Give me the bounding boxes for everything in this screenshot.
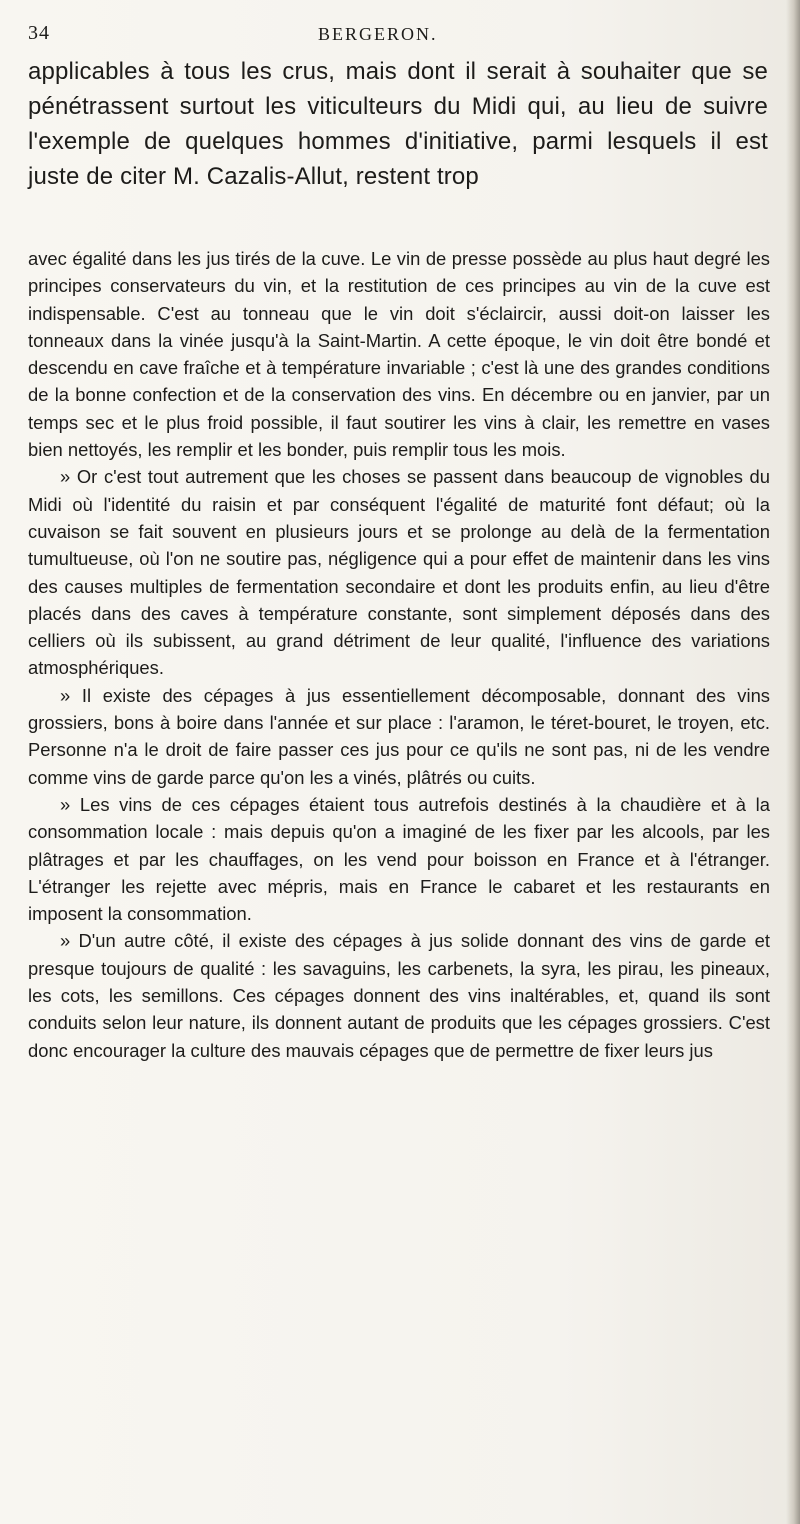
page-edge-shadow (786, 0, 800, 1524)
running-head: BERGERON. (318, 24, 438, 44)
page-number: 34 (28, 22, 50, 44)
paragraph-5: » D'un autre côté, il existe des cépages à jus solide donnant des vins de garde et presque toujours de qualité : les savaguins, les carbenets, la syra, les pirau, les pineaux, les cots, les semillons. Ces cépages donnent des vins inaltérables, et, quand ils sont conduits selon leur nature, ils donnent autant de produits que les cépages grossiers. C'est donc encourager la culture des mauvais cépages que de permettre de fixer leurs jus (28, 930, 770, 1061)
paragraph-3: » Il existe des cépages à jus essentiellement décomposable, donnant des vins grossiers, bons à boire dans l'année et sur place : l'aramon, le téret-bouret, le troyen, etc. Personne n'a le droit de faire passer ces jus pour ce qu'ils ne sont pas, ni de les vendre comme vins de garde parce qu'on les a vinés, plâtrés ou cuits. (28, 684, 770, 788)
paragraph-1: avec égalité dans les jus tirés de la cuve. Le vin de presse possède au plus haut degré les principes conservateurs du vin, et la restitution de ces principes au vin de la cuve est indispensable. C'est au tonneau que le vin doit s'éclaircir, aussi doit-on laisser les tonneaux dans la vinée jusqu'à la Saint-Martin. A cette époque, le vin doit être bondé et descendu en cave fraîche et à température invariable ; c'est là une des grandes conditions de la bonne confection et de la conservation des vins. En décembre ou en janvier, par un temps sec et le plus froid possible, il faut soutirer les vins à clair, les remettre en vases bien nettoyés, les remplir et les bonder, puis remplir tous les mois. (28, 248, 770, 461)
main-text (28, 245, 770, 1064)
paragraph-4: » Les vins de ces cépages étaient tous autrefois destinés à la chaudière et à la consommation locale : mais depuis qu'on a imaginé de les fixer par les alcools, par les plâtrages et par les chauffages, on les vend pour boisson en France et à l'étranger. L'étranger les rejette avec mépris, mais en France le cabaret et les restaurants en imposent la consommation. (28, 793, 770, 925)
page-header (28, 22, 748, 56)
lead-paragraph: applicables à tous les crus, mais dont il serait à souhaiter que se pénétrassent surtout les viticulteurs du Midi qui, au lieu de suivre l'exemple de quelques hommes d'initiative, parmi lesquels il est juste de citer M. Cazalis-Allut, restent trop (28, 58, 768, 190)
paragraph-2: » Or c'est tout autrement que les choses se passent dans beaucoup de vignobles du Midi où l'identité du raisin et par conséquent l'égalité de maturité font défaut; où la cuvaison se fait souvent en plusieurs jours et se prolonge au delà de la fermentation tumultueuse, où l'on ne soutire pas, négligence qui a pour effet de maintenir dans les vins des causes multiples de fermentation secondaire et dont les produits enfin, au lieu d'être placés dans des caves à température constante, sont simplement déposés dans des celliers où ils subissent, au grand détriment de leur qualité, l'influence des variations atmosphériques. (28, 466, 770, 679)
